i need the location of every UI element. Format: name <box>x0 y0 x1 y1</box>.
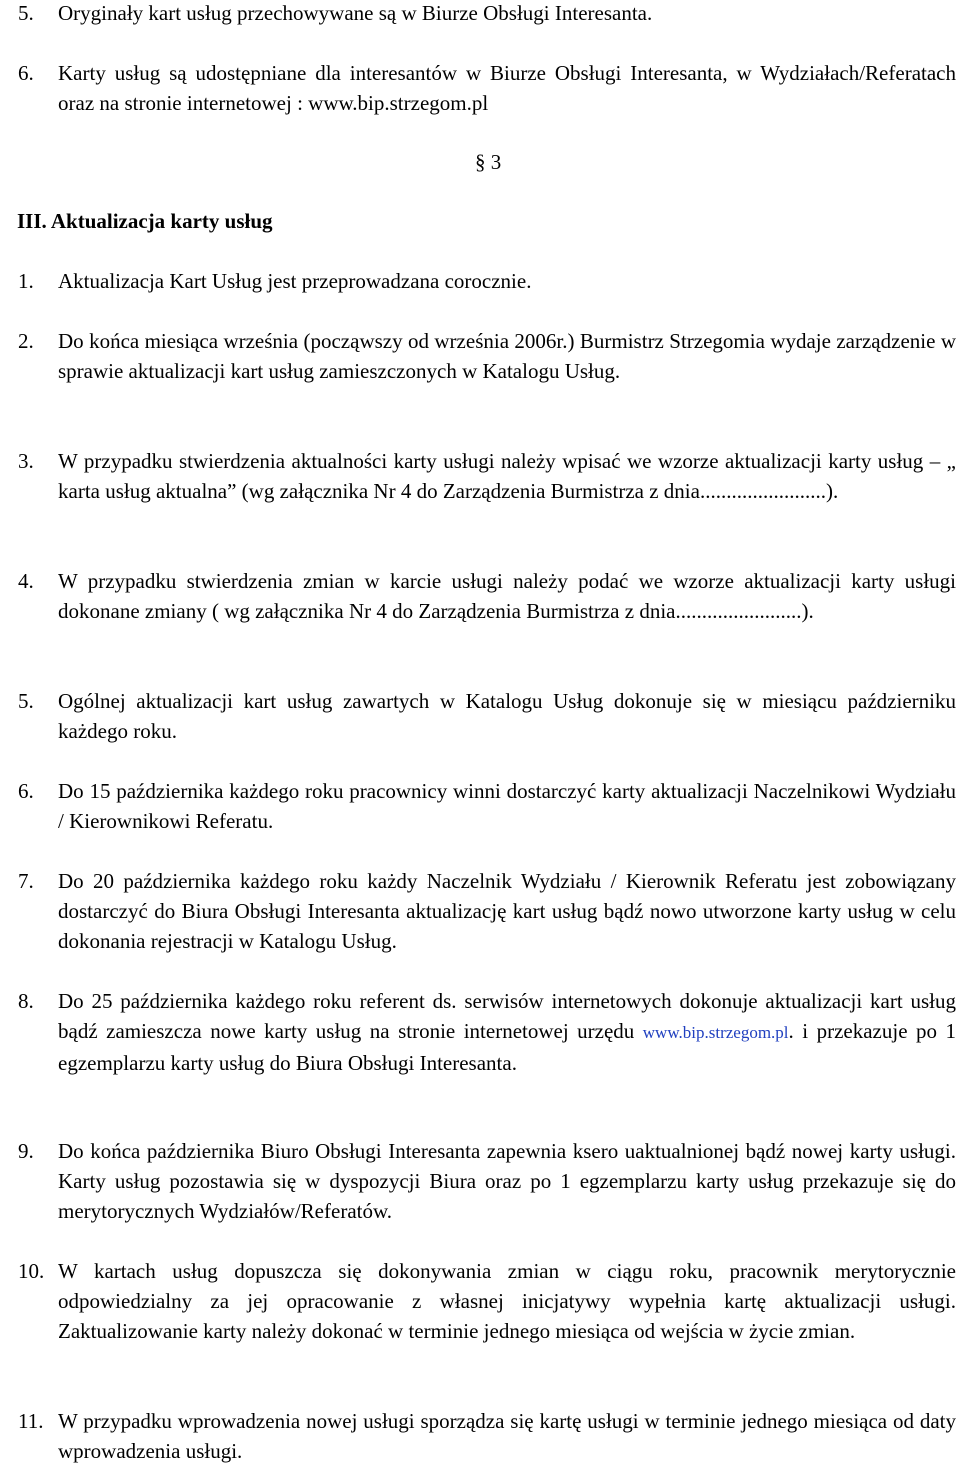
item-text: Do końca miesiąca września (począwszy od września 2006r.) Burmistrz Strzegomia wydaje zarządzenie w sprawie aktualizacji kart usług zamieszczonych w Katalogu Usług. <box>58 329 956 383</box>
item-text: Aktualizacja Kart Usług jest przeprowadzana corocznie. <box>58 269 532 293</box>
item-text: Do 20 października każdego roku każdy Naczelnik Wydziału / Kierownik Referatu jest zobowiązany dostarczyć do Biura Obsługi Interesanta aktualizację kart usług bądź nowo utworzone karty usług w celu dokonania rejestracji w Katalogu Usług. <box>58 869 956 953</box>
item-number: 11. <box>18 1409 44 1433</box>
item-number: 4. <box>18 569 34 593</box>
item-text: Karty usług są udostępniane dla interesantów w Biurze Obsługi Interesanta, w Wydziałach/Referatach oraz na stronie internetowej : www.bip.strzegom.pl <box>58 61 956 115</box>
bip-link[interactable]: www.bip.strzegom.pl <box>642 1023 789 1042</box>
item-number: 2. <box>18 329 34 353</box>
item-text: Oryginały kart usług przechowywane są w Biurze Obsługi Interesanta. <box>58 1 653 25</box>
item-text: W kartach usług dopuszcza się dokonywania zmian w ciągu roku, pracownik merytorycznie odpowiedzialny za jej opracowanie z własnej inicjatywy wypełnia kartę aktualizacji usługi. Zaktualizowanie karty należy dokonać w terminie jednego miesiąca od wejścia w życie zmian. <box>58 1259 956 1343</box>
item-number: 6. <box>18 779 34 803</box>
item-text: Ogólnej aktualizacji kart usług zawartych w Katalogu Usług dokonuje się w miesiącu październiku każdego roku. <box>58 689 956 743</box>
section-number: § 3 <box>475 150 502 174</box>
item-number: 1. <box>18 269 34 293</box>
item-text: W przypadku stwierdzenia aktualności karty usługi należy wpisać we wzorze aktualizacji karty usług – „ karta usług aktualna” (wg załącznika Nr 4 do Zarządzenia Burmistrza z dnia........................). <box>58 449 956 503</box>
item-text-part: . i przekazuje po 1 egzemplarzu karty usług do Biura Obsługi Interesanta. <box>58 1019 956 1075</box>
item-text <box>58 986 956 1078</box>
item-number: 5. <box>18 689 34 713</box>
item-number: 8. <box>18 989 34 1013</box>
item-number: 6. <box>18 61 34 85</box>
item-text: W przypadku stwierdzenia zmian w karcie usługi należy podać we wzorze aktualizacji karty usługi dokonane zmiany ( wg załącznika Nr 4 do Zarządzenia Burmistrza z dnia........................). <box>58 569 956 623</box>
item-number: 5. <box>18 1 34 25</box>
item-text-part: Do 25 października każdego roku referent ds. serwisów internetowych dokonuje aktualizacji kart usług bądź zamieszcza nowe karty usług na stronie internetowej urzędu <box>58 989 956 1043</box>
item-text: Do 15 października każdego roku pracownicy winni dostarczyć karty aktualizacji Naczelnikowi Wydziału / Kierownikowi Referatu. <box>58 779 956 833</box>
item-number: 3. <box>18 449 34 473</box>
item-number: 10. <box>18 1259 45 1283</box>
item-text: W przypadku wprowadzenia nowej usługi sporządza się kartę usługi w terminie jednego miesiąca od daty wprowadzenia usługi. <box>58 1409 956 1463</box>
section-heading: III. Aktualizacja karty usług <box>17 209 273 233</box>
item-number: 7. <box>18 869 34 893</box>
item-number: 9. <box>18 1139 34 1163</box>
item-text: Do końca października Biuro Obsługi Interesanta zapewnia ksero uaktualnionej bądź nowej karty usługi. Karty usług pozostawia się w dyspozycji Biura oraz po 1 egzemplarzu karty usług przekazuje się do merytorycznych Wydziałów/Referatów. <box>58 1139 956 1223</box>
